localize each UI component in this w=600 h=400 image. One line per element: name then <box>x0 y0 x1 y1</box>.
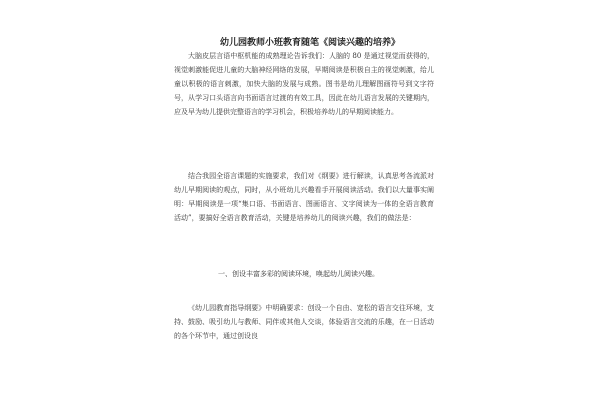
paragraph-1: 大脑皮层言语中枢机能的成熟理论告诉我们：人脑的 80 是通过视觉而获得的，视觉刺激能促进儿童的大脑神经网络的发展，早期阅读是积极自主的视觉刺激，给儿童以积极的语言刺激，加快大脑的发展与成熟。图书是幼儿理解图画符号到文字符号，从学习口头语言向书面语言过渡的有效工具，因此在幼儿语言发展的关键期内，应及早为幼儿提供完整语言的学习机会，积极培养幼儿的早期阅读能力。 <box>174 52 434 116</box>
document-title: 幼儿园教师小班教育随笔《阅读兴趣的培养》 <box>219 38 400 48</box>
paragraph-3: 《幼儿园教育指导纲要》中明确要求：创设一个自由、宽松的语言交往环境，支持、鼓励、吸引幼儿与教师、同伴或其他人交谈，体验语言交流的乐趣，在一日活动的各个环节中，通过创设良 <box>174 304 434 340</box>
section-heading-1: 一、创设丰富多彩的阅读环境，唤起幼儿阅读兴趣。 <box>218 270 379 278</box>
paragraph-2: 结合我园全语言课题的实施要求，我们对《纲要》进行解读，认真思考各流派对幼儿早期阅读的观点，同时，从小班幼儿兴趣看手开展阅读活动。我们以大量事实阐明：早期阅读是一项“集口语、书面语言、图画语言、文字阅读为一体的全语言教育活动”，要搞好全语言教育活动，关键是培养幼儿的阅读兴趣，我们的做法是： <box>174 172 434 222</box>
